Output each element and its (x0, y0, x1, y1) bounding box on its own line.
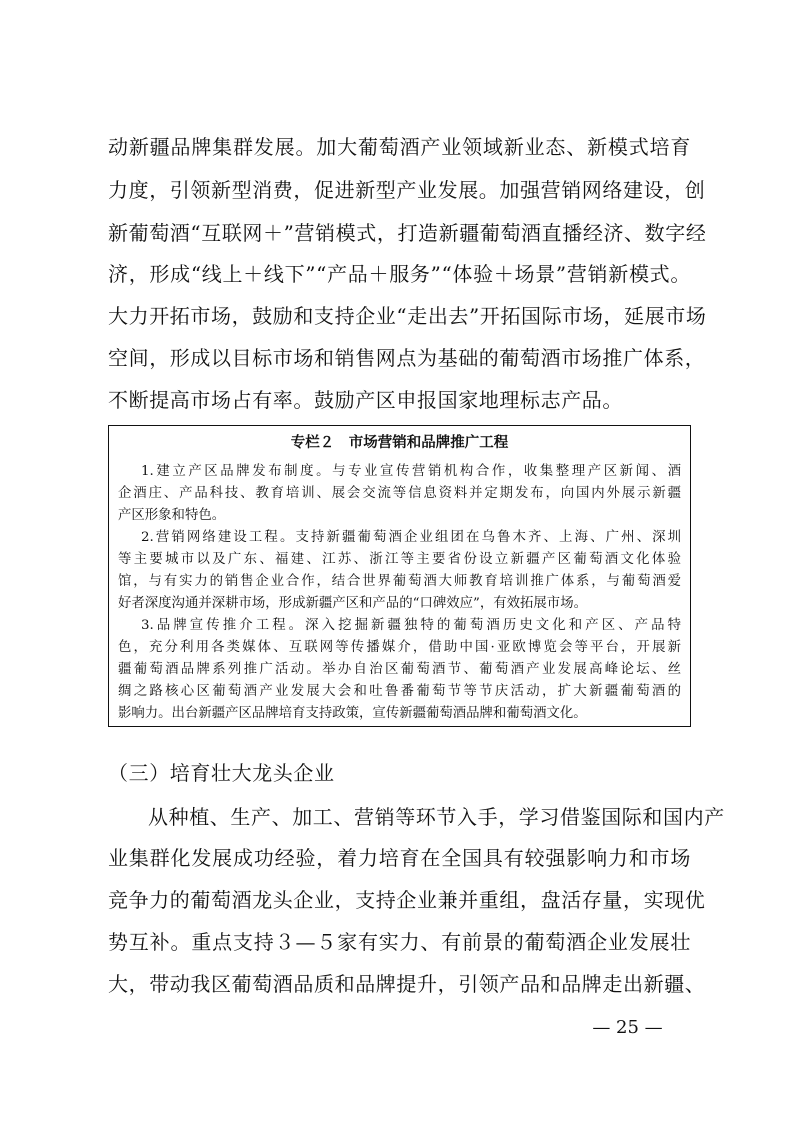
body-line: 竞争力的葡萄酒龙头企业，支持企业兼并重组，盘活存量，实现优 (108, 888, 706, 912)
column-box (108, 425, 691, 727)
body-line: 从种植、生产、加工、营销等环节入手，学习借鉴国际和国内产 (148, 805, 725, 829)
column-box-line: 1.建立产区品牌发布制度。与专业宣传营销机构合作，收集整理产区新闻、酒 (141, 464, 681, 479)
column-box-line: 企酒庄、产品科技、教育培训、展会交流等信息资料并定期发布，向国内外展示新疆 (118, 486, 681, 501)
column-box-line: 色，充分利用各类媒体、互联网等传播媒介，借助中国·亚欧博览会等平台，开展新 (118, 640, 681, 655)
body-line: 新葡萄酒“互联网＋”营销模式，打造新疆葡萄酒直播经济、数字经 (108, 221, 707, 245)
column-box-line: 绸之路核心区葡萄酒产业发展大会和吐鲁番葡萄节等节庆活动，扩大新疆葡萄酒的 (118, 684, 681, 699)
column-box-title: 专栏２ 市场营销和品牌推广工程 (290, 435, 509, 451)
column-box-line: 疆葡萄酒品牌系列推广活动。举办自治区葡萄酒节、葡萄酒产业发展高峰论坛、丝 (118, 662, 681, 677)
column-box-line: 影响力。出台新疆产区品牌培育支持政策，宣传新疆葡萄酒品牌和葡萄酒文化。 (118, 706, 587, 721)
body-line: 动新疆品牌集群发展。加大葡萄酒产业领域新业态、新模式培育 (108, 135, 691, 159)
body-line: 力度，引领新型消费，促进新型产业发展。加强营销网络建设，创 (108, 178, 706, 202)
column-box-line: 产区形象和特色。 (118, 508, 226, 523)
body-line: 济，形成“线上＋线下”“产品＋服务”“体验＋场景”营销新模式。 (108, 262, 691, 286)
page-number: — 25 — (592, 1017, 663, 1038)
body-line: 势互补。重点支持３—５家有实力、有前景的葡萄酒企业发展壮 (108, 930, 691, 954)
section-heading: （三）培育壮大龙头企业 (108, 761, 335, 785)
body-line: 不断提高市场占有率。鼓励产区申报国家地理标志产品。 (108, 388, 623, 412)
column-box-line: 2.营销网络建设工程。支持新疆葡萄酒企业组团在乌鲁木齐、上海、广州、深圳 (141, 530, 681, 545)
column-box-line: 馆，与有实力的销售企业合作，结合世界葡萄酒大师教育培训推广体系，与葡萄酒爱 (118, 574, 681, 589)
column-box-line: 等主要城市以及广东、福建、江苏、浙江等主要省份设立新疆产区葡萄酒文化体验 (118, 552, 681, 567)
body-line: 大力开拓市场，鼓励和支持企业“走出去”开拓国际市场，延展市场 (108, 304, 707, 328)
body-line: 空间，形成以目标市场和销售网点为基础的葡萄酒市场推广体系， (108, 346, 706, 370)
body-line: 大，带动我区葡萄酒品质和品牌提升，引领产品和品牌走出新疆、 (108, 972, 706, 996)
column-box-line: 3.品牌宣传推介工程。深入挖掘新疆独特的葡萄酒历史文化和产区、产品特 (141, 618, 681, 633)
body-line: 业集群化发展成功经验，着力培育在全国具有较强影响力和市场 (108, 846, 691, 870)
column-box-line: 好者深度沟通并深耕市场，形成新疆产区和产品的“口碑效应”，有效拓展市场。 (118, 596, 587, 611)
